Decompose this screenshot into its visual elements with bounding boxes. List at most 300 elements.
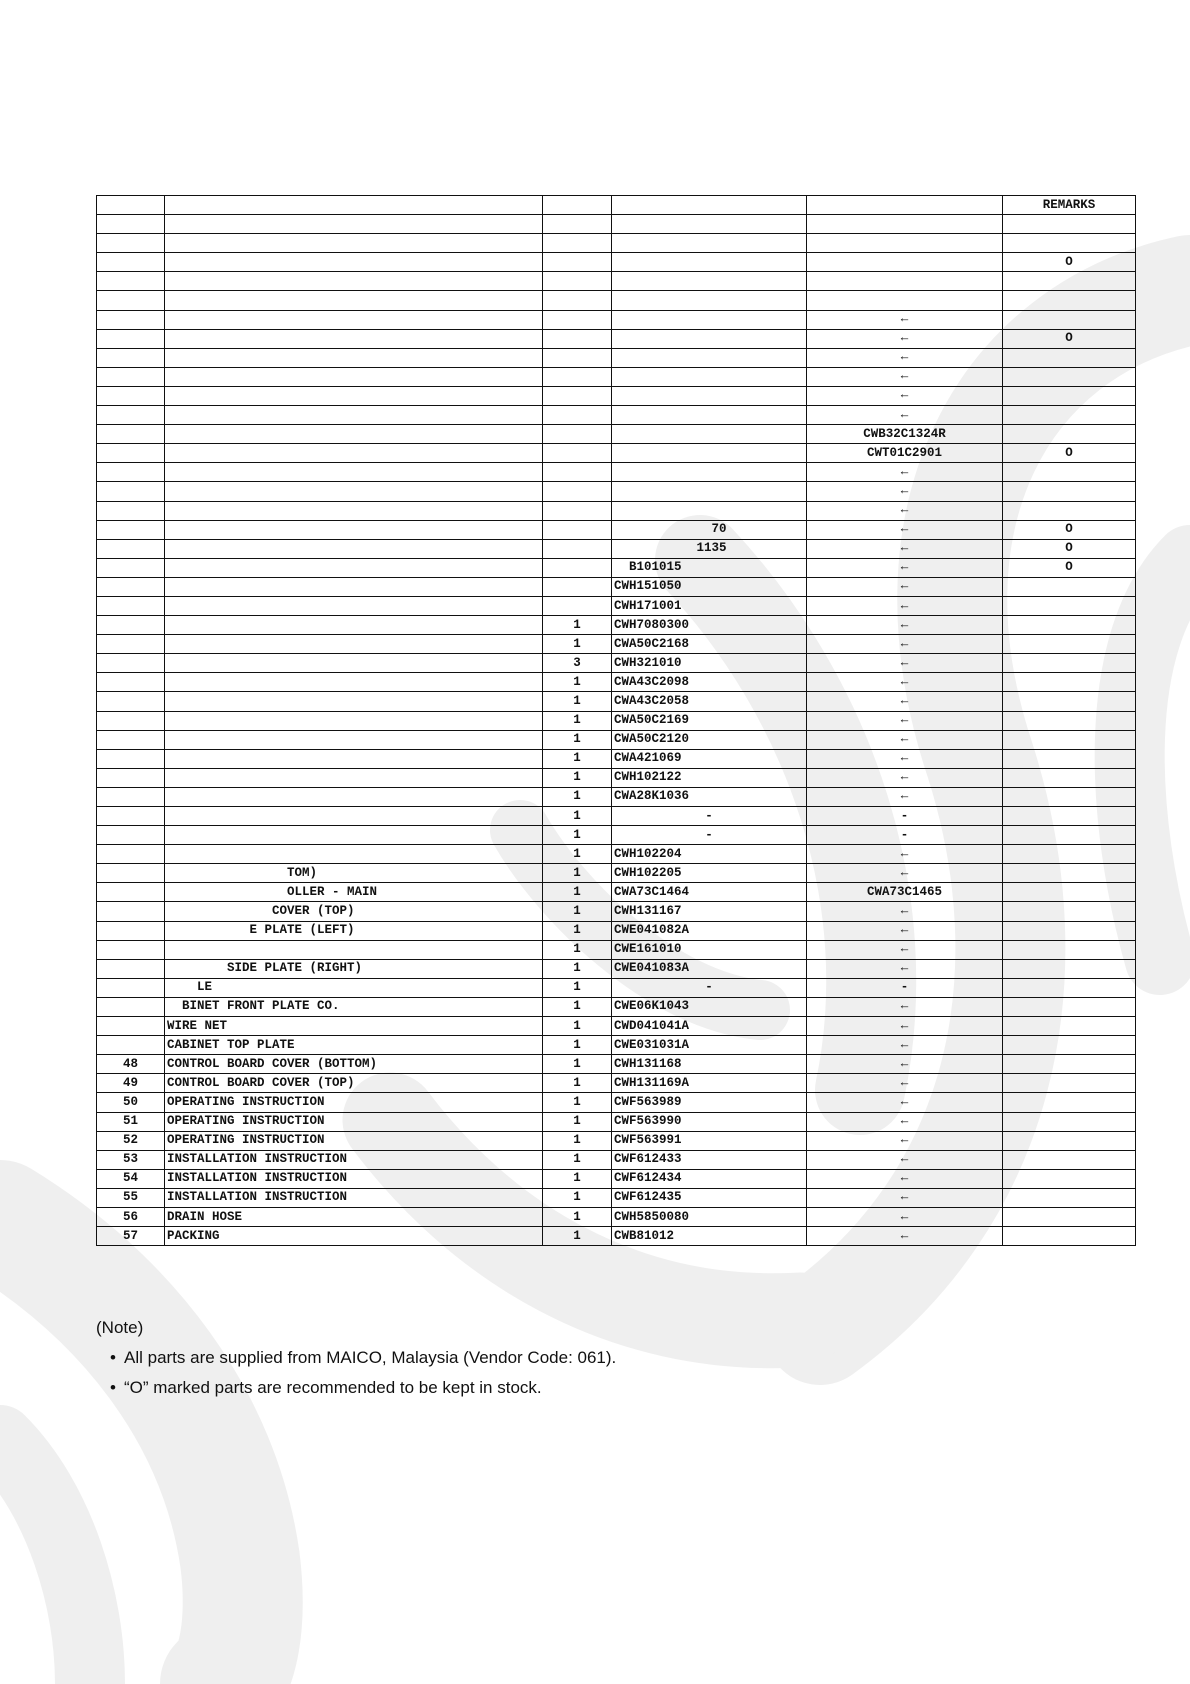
ref-no-cell [97,539,165,558]
part-no-alt-cell: ← [807,367,1003,386]
ref-no-cell [97,749,165,768]
part-name-cell [165,215,543,234]
part-no-alt-cell: ← [807,1074,1003,1093]
table-row [97,921,1136,940]
remarks-cell [1003,367,1136,386]
part-name-cell [165,654,543,673]
qty-cell: 1 [543,807,612,826]
remarks-cell [1003,1017,1136,1036]
part-no-alt-cell: ← [807,959,1003,978]
table-row [97,845,1136,864]
part-name-cell [165,539,543,558]
table-row [97,215,1136,234]
qty-cell: 1 [543,1207,612,1226]
part-no-cell: CWE041082A [612,921,807,940]
part-name-cell [165,787,543,806]
part-name-cell: SIDE PLATE (RIGHT) [165,959,543,978]
ref-no-cell: 53 [97,1150,165,1169]
ref-no-cell [97,807,165,826]
part-no-alt-cell: ← [807,1112,1003,1131]
remarks-cell [1003,386,1136,405]
ref-no-cell: 48 [97,1055,165,1074]
table-row [97,406,1136,425]
part-no-alt-cell: ← [807,348,1003,367]
part-name-cell [165,596,543,615]
ref-no-cell [97,787,165,806]
remarks-cell [1003,730,1136,749]
remarks-cell [1003,1150,1136,1169]
qty-cell [543,329,612,348]
table-row [97,1131,1136,1150]
table-row [97,1207,1136,1226]
part-name-cell [165,635,543,654]
ref-no-cell [97,692,165,711]
table-row [97,711,1136,730]
part-name-cell [165,807,543,826]
part-no-cell: CWB81012 [612,1227,807,1246]
table-row [97,616,1136,635]
remarks-cell: O [1003,539,1136,558]
qty-cell: 1 [543,711,612,730]
qty-cell: 1 [543,1227,612,1246]
remarks-cell [1003,692,1136,711]
qty-cell: 1 [543,1131,612,1150]
part-no-alt-cell: ← [807,463,1003,482]
ref-no-cell [97,367,165,386]
table-row [97,253,1136,272]
ref-no-cell: 51 [97,1112,165,1131]
part-name-cell [165,711,543,730]
part-name-cell [165,367,543,386]
header-part-no [612,196,807,215]
qty-cell: 1 [543,787,612,806]
ref-no-cell [97,291,165,310]
ref-no-cell: 50 [97,1093,165,1112]
part-no-cell [612,386,807,405]
qty-cell [543,234,612,253]
remarks-cell [1003,1169,1136,1188]
qty-cell: 1 [543,1055,612,1074]
part-name-cell [165,406,543,425]
part-no-alt-cell: ← [807,520,1003,539]
ref-no-cell [97,463,165,482]
part-name-cell: COVER (TOP) [165,902,543,921]
qty-cell: 1 [543,959,612,978]
part-no-alt-cell: - [807,978,1003,997]
qty-cell: 1 [543,940,612,959]
table-row [97,1055,1136,1074]
part-no-cell: CWA43C2058 [612,692,807,711]
ref-no-cell [97,1017,165,1036]
note-section [96,1318,616,1408]
part-no-cell [612,310,807,329]
remarks-cell [1003,902,1136,921]
table-row [97,902,1136,921]
qty-cell: 1 [543,730,612,749]
part-no-cell: CWH5850080 [612,1207,807,1226]
part-no-alt-cell: ← [807,329,1003,348]
part-no-cell: CWA50C2168 [612,635,807,654]
part-name-cell: OPERATING INSTRUCTION [165,1112,543,1131]
part-name-cell [165,291,543,310]
part-no-cell: CWH102204 [612,845,807,864]
part-no-alt-cell: ← [807,558,1003,577]
remarks-cell [1003,577,1136,596]
ref-no-cell [97,997,165,1016]
part-no-alt-cell: ← [807,673,1003,692]
part-no-cell: CWA28K1036 [612,787,807,806]
part-name-cell: E PLATE (LEFT) [165,921,543,940]
part-name-cell: INSTALLATION INSTRUCTION [165,1150,543,1169]
remarks-cell [1003,425,1136,444]
remarks-cell [1003,635,1136,654]
ref-no-cell [97,1036,165,1055]
part-no-alt-cell: ← [807,921,1003,940]
ref-no-cell [97,902,165,921]
qty-cell: 3 [543,654,612,673]
part-name-cell [165,845,543,864]
parts-list-table [96,195,1136,1246]
ref-no-cell [97,482,165,501]
part-no-alt-cell: ← [807,997,1003,1016]
remarks-cell [1003,1131,1136,1150]
part-no-alt-cell [807,215,1003,234]
table-row [97,940,1136,959]
part-no-cell [612,444,807,463]
part-no-alt-cell: ← [807,501,1003,520]
qty-cell [543,310,612,329]
remarks-cell [1003,291,1136,310]
qty-cell [543,596,612,615]
part-no-cell: 70 [612,520,807,539]
header-remarks: REMARKS [1003,196,1136,215]
part-no-alt-cell: ← [807,596,1003,615]
part-name-cell [165,616,543,635]
part-no-alt-cell: ← [807,730,1003,749]
part-no-cell: CWH131168 [612,1055,807,1074]
ref-no-cell [97,501,165,520]
note-bullet [110,1378,616,1398]
part-no-cell: CWA73C1464 [612,883,807,902]
part-no-alt-cell: ← [807,539,1003,558]
part-name-cell [165,253,543,272]
part-no-alt-cell: ← [807,902,1003,921]
remarks-cell [1003,1093,1136,1112]
remarks-cell [1003,501,1136,520]
ref-no-cell [97,406,165,425]
part-no-alt-cell: ← [807,1055,1003,1074]
part-no-alt-cell: ← [807,1017,1003,1036]
qty-cell: 1 [543,1188,612,1207]
part-name-cell: INSTALLATION INSTRUCTION [165,1188,543,1207]
ref-no-cell: 54 [97,1169,165,1188]
table-row [97,348,1136,367]
remarks-cell [1003,348,1136,367]
ref-no-cell: 56 [97,1207,165,1226]
part-no-alt-cell: ← [807,654,1003,673]
part-no-alt-cell [807,272,1003,291]
table-row [97,1074,1136,1093]
part-no-cell: CWF612433 [612,1150,807,1169]
remarks-cell [1003,1036,1136,1055]
part-no-alt-cell: CWB32C1324R [807,425,1003,444]
header-qty [543,196,612,215]
remarks-cell [1003,940,1136,959]
table-row [97,673,1136,692]
remarks-cell [1003,654,1136,673]
ref-no-cell [97,711,165,730]
part-no-cell: CWF563989 [612,1093,807,1112]
part-no-alt-cell: ← [807,1131,1003,1150]
table-row [97,272,1136,291]
ref-no-cell: 52 [97,1131,165,1150]
part-no-alt-cell: ← [807,845,1003,864]
table-row [97,1093,1136,1112]
part-no-cell [612,329,807,348]
part-name-cell [165,577,543,596]
ref-no-cell [97,864,165,883]
qty-cell [543,463,612,482]
remarks-cell: O [1003,558,1136,577]
table-row [97,768,1136,787]
table-row [97,1188,1136,1207]
table-row [97,978,1136,997]
part-no-alt-cell: ← [807,749,1003,768]
remarks-cell [1003,1188,1136,1207]
qty-cell [543,386,612,405]
qty-cell: 1 [543,692,612,711]
part-no-alt-cell [807,291,1003,310]
table-row [97,807,1136,826]
part-name-cell: LE [165,978,543,997]
qty-cell: 1 [543,616,612,635]
table-row [97,539,1136,558]
qty-cell [543,425,612,444]
part-no-cell [612,291,807,310]
table-row [97,291,1136,310]
part-no-cell [612,215,807,234]
part-no-cell: CWA43C2098 [612,673,807,692]
part-no-cell: CWH102205 [612,864,807,883]
part-name-cell [165,234,543,253]
part-no-cell: CWD041041A [612,1017,807,1036]
ref-no-cell [97,940,165,959]
ref-no-cell [97,596,165,615]
part-no-cell: CWH321010 [612,654,807,673]
part-name-cell [165,730,543,749]
remarks-cell [1003,482,1136,501]
table-row [97,386,1136,405]
part-name-cell [165,692,543,711]
ref-no-cell [97,444,165,463]
remarks-cell [1003,1207,1136,1226]
ref-no-cell [97,768,165,787]
part-no-alt-cell: ← [807,406,1003,425]
qty-cell [543,444,612,463]
part-no-cell: CWF612435 [612,1188,807,1207]
part-no-alt-cell [807,234,1003,253]
table-row [97,444,1136,463]
table-row [97,367,1136,386]
part-no-alt-cell: ← [807,1169,1003,1188]
part-no-cell: CWH171001 [612,596,807,615]
table-row [97,558,1136,577]
ref-no-cell [97,730,165,749]
header-ref-no [97,196,165,215]
remarks-cell [1003,272,1136,291]
part-name-cell [165,425,543,444]
remarks-cell [1003,883,1136,902]
part-name-cell: WIRE NET [165,1017,543,1036]
part-no-cell: CWE031031A [612,1036,807,1055]
note-bullet-text: “O” marked parts are recommended to be kept in stock. [124,1378,542,1397]
qty-cell: 1 [543,749,612,768]
part-no-cell: CWA421069 [612,749,807,768]
remarks-cell: O [1003,253,1136,272]
ref-no-cell [97,921,165,940]
table-row [97,1112,1136,1131]
part-no-cell: CWH151050 [612,577,807,596]
table-row [97,997,1136,1016]
qty-cell: 1 [543,921,612,940]
qty-cell: 1 [543,1074,612,1093]
part-no-alt-cell: ← [807,310,1003,329]
table-row [97,1017,1136,1036]
remarks-cell [1003,959,1136,978]
part-no-cell [612,501,807,520]
part-no-alt-cell: ← [807,864,1003,883]
part-no-cell: CWH7080300 [612,616,807,635]
remarks-cell [1003,215,1136,234]
qty-cell: 1 [543,826,612,845]
part-no-alt-cell: ← [807,711,1003,730]
part-name-cell [165,444,543,463]
ref-no-cell [97,577,165,596]
qty-cell [543,367,612,386]
part-name-cell [165,501,543,520]
part-name-cell [165,768,543,787]
bullet-icon: • [110,1378,116,1397]
part-no-cell: CWH131169A [612,1074,807,1093]
part-name-cell [165,310,543,329]
part-name-cell [165,386,543,405]
ref-no-cell [97,348,165,367]
remarks-cell [1003,1074,1136,1093]
table-row [97,692,1136,711]
table-row [97,826,1136,845]
table-row [97,463,1136,482]
part-name-cell: INSTALLATION INSTRUCTION [165,1169,543,1188]
remarks-cell [1003,1227,1136,1246]
remarks-cell: O [1003,329,1136,348]
part-no-cell [612,463,807,482]
ref-no-cell [97,310,165,329]
part-no-alt-cell [807,253,1003,272]
qty-cell: 1 [543,1169,612,1188]
part-name-cell: TOM) [165,864,543,883]
qty-cell [543,482,612,501]
table-row [97,1150,1136,1169]
part-name-cell [165,673,543,692]
part-name-cell: OPERATING INSTRUCTION [165,1093,543,1112]
qty-cell: 1 [543,1112,612,1131]
part-name-cell [165,272,543,291]
qty-cell [543,558,612,577]
qty-cell [543,577,612,596]
part-no-cell: - [612,826,807,845]
part-no-cell: CWH102122 [612,768,807,787]
remarks-cell [1003,596,1136,615]
remarks-cell [1003,768,1136,787]
ref-no-cell [97,826,165,845]
table-row [97,959,1136,978]
part-name-cell [165,520,543,539]
ref-no-cell [97,386,165,405]
part-no-alt-cell: ← [807,482,1003,501]
part-no-alt-cell: ← [807,1188,1003,1207]
part-no-cell [612,367,807,386]
part-no-cell: - [612,978,807,997]
table-row [97,787,1136,806]
remarks-cell [1003,1055,1136,1074]
ref-no-cell [97,272,165,291]
part-name-cell: OLLER - MAIN [165,883,543,902]
table-row [97,864,1136,883]
table-row [97,654,1136,673]
part-no-cell: CWE041083A [612,959,807,978]
ref-no-cell [97,329,165,348]
part-no-cell: CWE06K1043 [612,997,807,1016]
part-no-cell [612,253,807,272]
qty-cell [543,539,612,558]
part-no-alt-cell: ← [807,635,1003,654]
header-part-name [165,196,543,215]
ref-no-cell [97,558,165,577]
ref-no-cell [97,883,165,902]
table-row [97,329,1136,348]
table-row [97,425,1136,444]
qty-cell: 1 [543,1017,612,1036]
note-bullet-text: All parts are supplied from MAICO, Malaysia (Vendor Code: 061). [124,1348,617,1367]
ref-no-cell [97,959,165,978]
table-row [97,1227,1136,1246]
part-name-cell: OPERATING INSTRUCTION [165,1131,543,1150]
remarks-cell [1003,826,1136,845]
part-name-cell [165,348,543,367]
qty-cell: 1 [543,768,612,787]
note-title: (Note) [96,1318,144,1337]
ref-no-cell: 49 [97,1074,165,1093]
part-name-cell [165,749,543,768]
remarks-cell [1003,997,1136,1016]
qty-cell [543,215,612,234]
remarks-cell [1003,406,1136,425]
part-no-alt-cell: ← [807,1227,1003,1246]
remarks-cell [1003,463,1136,482]
part-no-alt-cell: ← [807,386,1003,405]
part-no-cell: CWF563990 [612,1112,807,1131]
qty-cell: 1 [543,902,612,921]
table-row [97,1169,1136,1188]
qty-cell [543,520,612,539]
table-row [97,596,1136,615]
remarks-cell [1003,978,1136,997]
part-no-alt-cell: CWT01C2901 [807,444,1003,463]
part-no-cell: CWE161010 [612,940,807,959]
qty-cell: 1 [543,864,612,883]
table-row [97,749,1136,768]
part-no-alt-cell: ← [807,940,1003,959]
